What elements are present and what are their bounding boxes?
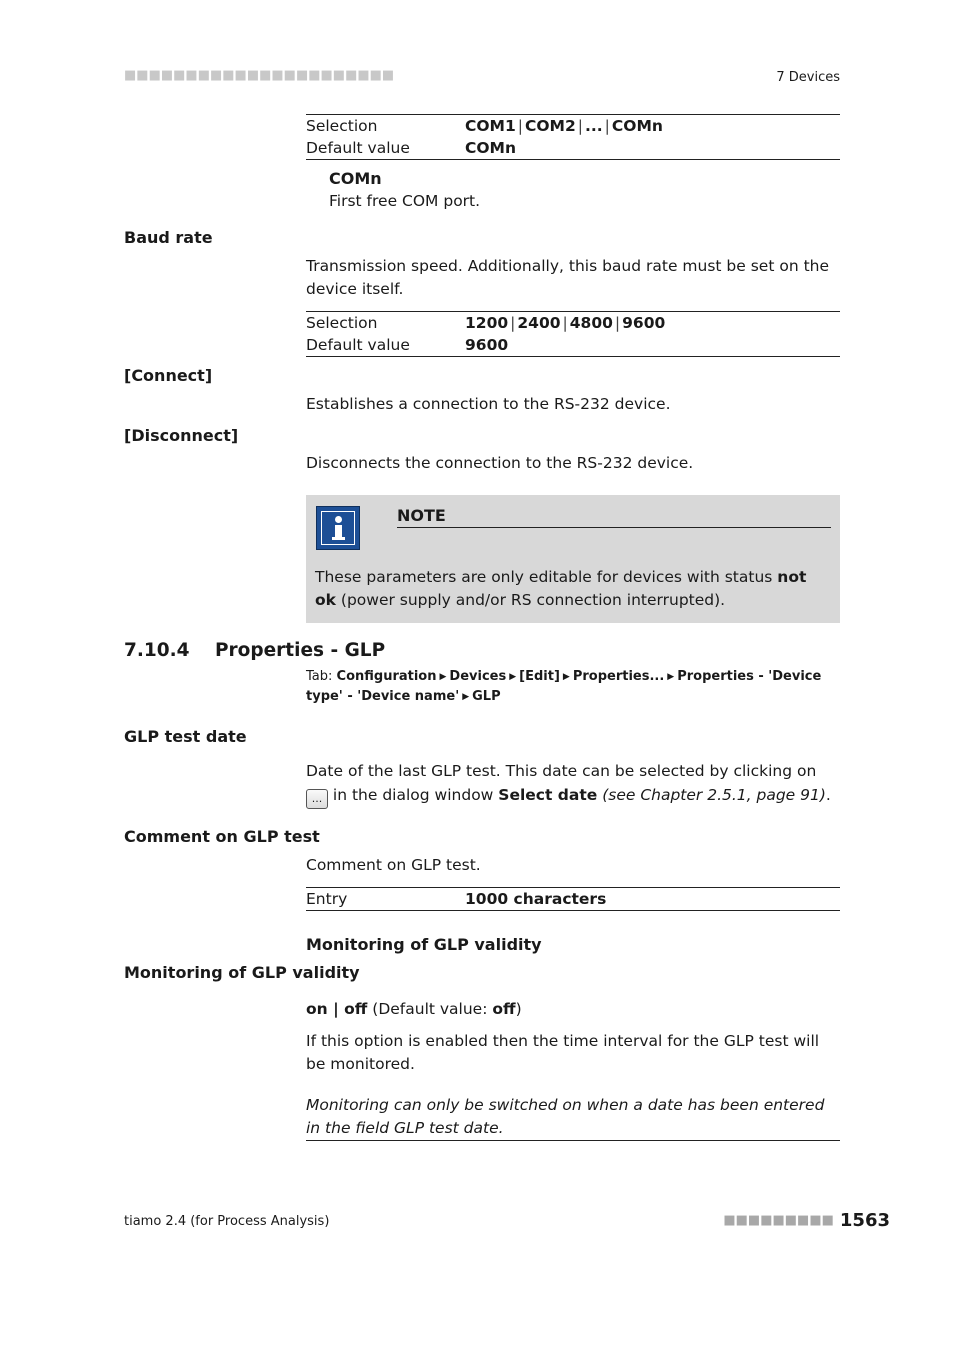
row-key: Default value bbox=[306, 336, 410, 354]
info-icon bbox=[316, 506, 360, 550]
header-dots: ■■■■■■■■■■■■■■■■■■■■■■ bbox=[124, 68, 395, 83]
disconnect-label: [Disconnect] bbox=[124, 426, 239, 445]
table-row bbox=[306, 888, 840, 910]
comment-glp-table bbox=[306, 887, 840, 911]
monitoring-desc: If this option is enabled then the time interval for the GLP test will be monitored. bbox=[306, 1032, 820, 1073]
note-text: These parameters are only editable for devices with status not ok (power supply and/or RS connection interrupted). bbox=[315, 568, 807, 609]
connect-label: [Connect] bbox=[124, 366, 213, 385]
table-row bbox=[306, 137, 840, 159]
tab-path: Tab: Configuration ▶ Devices ▶ [Edit] ▶ Properties... ▶ Properties - 'Device type' - 'Device name' ▶ GLP bbox=[306, 669, 822, 704]
table-row bbox=[306, 334, 840, 356]
footer-product: tiamo 2.4 (for Process Analysis) bbox=[124, 1214, 330, 1229]
monitoring-label: Monitoring of GLP validity bbox=[124, 963, 360, 982]
table-row bbox=[306, 115, 840, 137]
monitoring-options: on | off (Default value: off) bbox=[306, 1000, 522, 1018]
com-port-table bbox=[306, 114, 840, 160]
note-title: NOTE bbox=[397, 505, 831, 528]
glp-test-date-desc: Date of the last GLP test. This date can be selected by clicking on ... in the dialog window Select date (see Chapter 2.5.1, page 91). bbox=[306, 760, 840, 809]
page-number: 1563 bbox=[839, 1210, 890, 1231]
row-key: Selection bbox=[306, 314, 378, 332]
row-options: COM1 | COM2 | ... | COMn bbox=[465, 117, 663, 135]
ellipsis-button-icon: ... bbox=[306, 789, 328, 809]
row-key: Default value bbox=[306, 139, 410, 157]
row-key: Entry bbox=[306, 890, 348, 908]
connect-desc: Establishes a connection to the RS-232 device. bbox=[306, 395, 671, 413]
monitoring-subheading: Monitoring of GLP validity bbox=[306, 935, 542, 954]
chapter-header: 7 Devices bbox=[776, 70, 840, 85]
baud-rate-table bbox=[306, 311, 840, 357]
comn-desc: First free COM port. bbox=[329, 192, 481, 210]
monitoring-note: Monitoring can only be switched on when a date has been entered in the field GLP test date. bbox=[306, 1096, 825, 1137]
comment-glp-desc: Comment on GLP test. bbox=[306, 856, 481, 874]
comment-glp-label: Comment on GLP test bbox=[124, 827, 320, 846]
row-key: Selection bbox=[306, 117, 378, 135]
section-title: Properties - GLP bbox=[215, 640, 386, 661]
row-value: 9600 bbox=[465, 336, 509, 354]
baud-rate-desc: Transmission speed. Additionally, this baud rate must be set on the device itself. bbox=[306, 257, 830, 298]
row-value: 1000 characters bbox=[465, 890, 607, 908]
note-box bbox=[306, 495, 840, 623]
row-value: COMn bbox=[465, 139, 517, 157]
disconnect-desc: Disconnects the connection to the RS-232 device. bbox=[306, 454, 694, 472]
baud-rate-label: Baud rate bbox=[124, 228, 213, 247]
row-options: 1200 | 2400 | 4800 | 9600 bbox=[465, 314, 666, 332]
divider bbox=[306, 1140, 840, 1141]
table-row bbox=[306, 312, 840, 334]
section-number: 7.10.4 bbox=[124, 640, 190, 661]
footer-page: ■■■■■■■■■ 1563 bbox=[723, 1210, 890, 1231]
comn-term: COMn bbox=[329, 169, 382, 188]
glp-test-date-label: GLP test date bbox=[124, 727, 247, 746]
